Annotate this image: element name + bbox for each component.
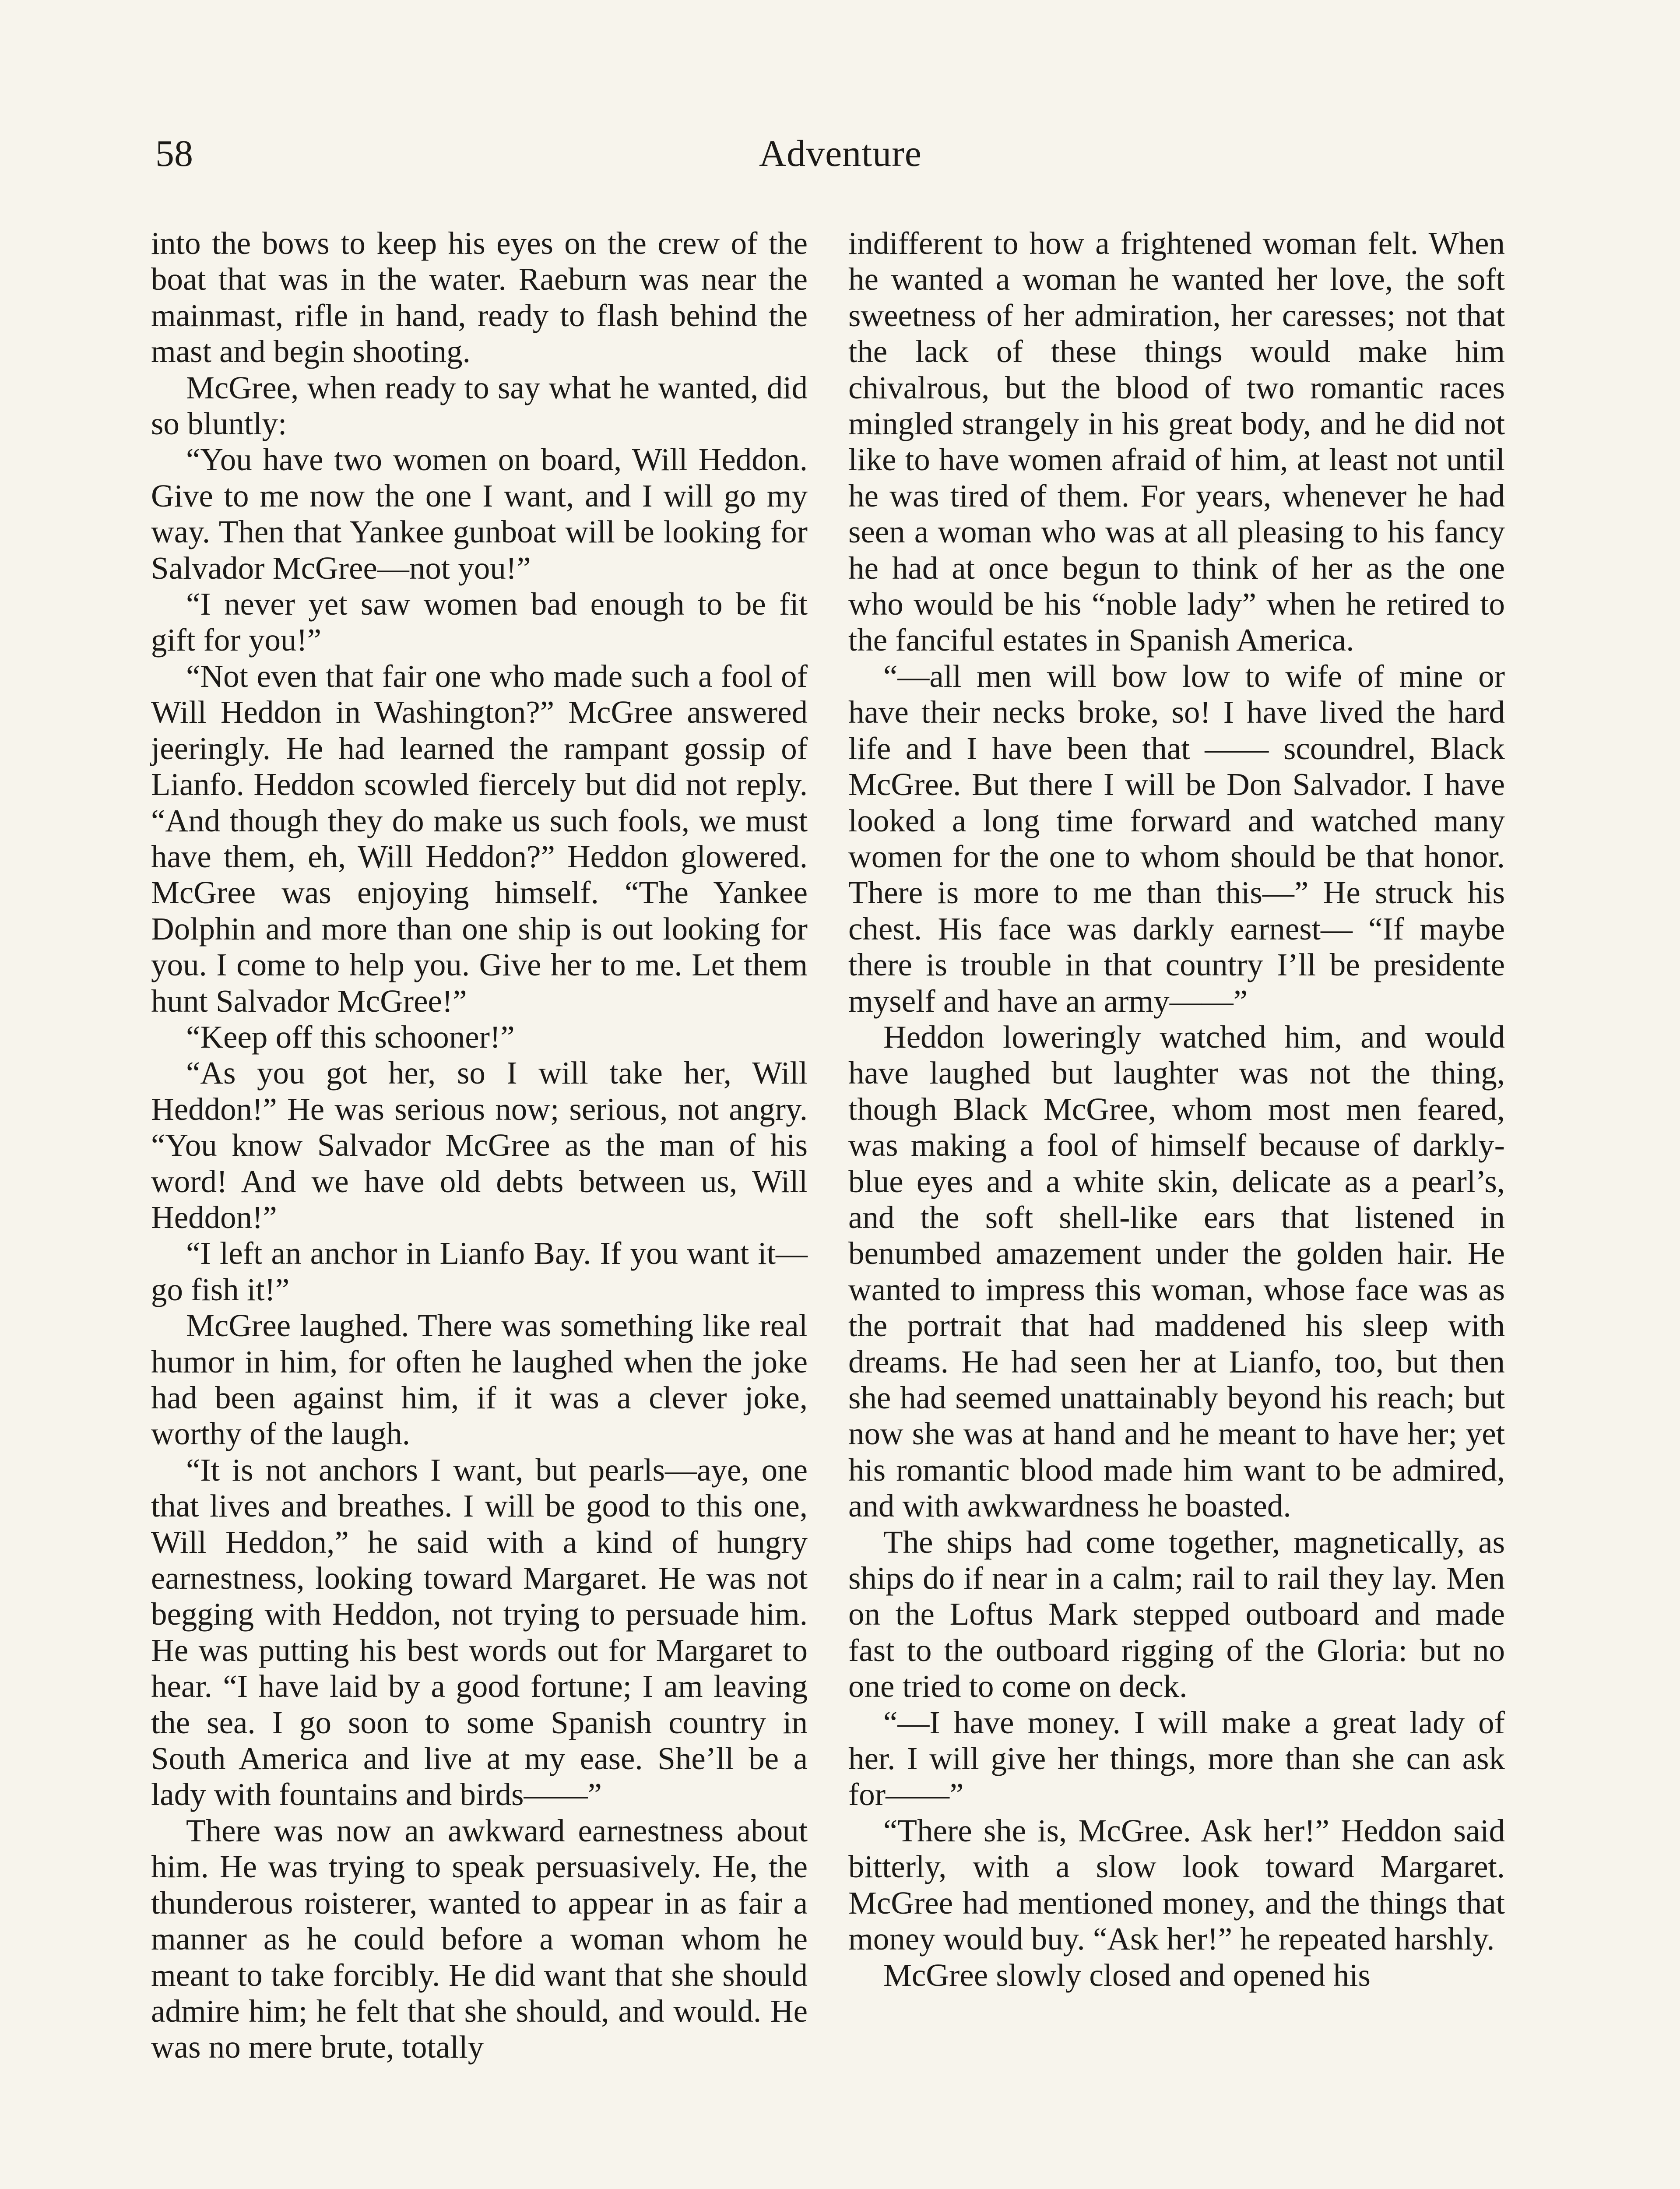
paragraph: “—all men will bow low to wife of mine or have their necks broke, so! I have lived the hard life and I have been that —— scoundrel, Black McGree. But there I will be Don Salvador. I have looked a long time forward and watched many women for the one to whom should be that honor. There is more to me than this—” He struck his chest. His face was darkly earnest— “If maybe there is trouble in that country I’ll be presidente myself and have an army——” [848,658,1505,1019]
left-column [151,225,808,2066]
paragraph: “It is not anchors I want, but pearls—aye, one that lives and breathes. I will be good to this one, Will Heddon,” he said with a kind of hungry earnestness, looking toward Margaret. He was not begging with Heddon, not trying to persuade him. He was putting his best words out for Margaret to hear. “I have laid by a good fortune; I am leaving the sea. I go soon to some Spanish country in South America and live at my ease. She’ll be a lady with fountains and birds——” [151,1452,808,1812]
paragraph: McGree slowly closed and opened his [883,1957,1371,1993]
paragraph: “I never yet saw women bad enough to be fit gift for you!” [151,586,808,658]
paragraph: “I left an anchor in Lianfo Bay. If you want it—go fish it!” [151,1235,808,1307]
paragraph: “You have two women on board, Will Heddon. Give to me now the one I want, and I will go my way. Then that Yankee gunboat will be looking for Salvador McGree—not you!” [151,442,808,586]
paragraph: McGree laughed. There was something like real humor in him, for often he laughed when the joke had been against him, if it was a clever joke, worthy of the laugh. [151,1308,808,1452]
running-title: Adventure [759,132,922,174]
paragraph: “There she is, McGree. Ask her!” Heddon said bitterly, with a slow look toward Margaret. McGree had mentioned money, and the things that money would buy. “Ask her!” he repeated harshly. [848,1812,1505,1957]
paragraph: indifferent to how a frightened woman felt. When he wanted a woman he wanted her love, the soft sweetness of her admiration, her caresses; not that the lack of these things would make him chivalrous, but the blood of two romantic races mingled strangely in his great body, and he did not like to have women afraid of him, at least not until he was tired of them. For years, whenever he had seen a woman who was at all pleasing to his fancy he had at once begun to think of her as the one who would be his “noble lady” when he retired to the fanciful estates in Spanish America. [848,225,1505,658]
right-column [848,225,1505,1993]
paragraph: McGree, when ready to say what he wanted, did so bluntly: [151,370,808,442]
paragraph: into the bows to keep his eyes on the crew of the boat that was in the water. Raeburn was near the mainmast, rifle in hand, ready to flash behind the mast and begin shooting. [151,225,808,370]
paragraph: There was now an awkward earnestness about him. He was trying to speak persuasively. He, the thunderous roisterer, wanted to appear in as fair a manner as he could before a woman whom he meant to take forcibly. He did want that she should admire him; he felt that she should, and would. He was no mere brute, totally [151,1812,808,2065]
paragraph: Heddon loweringly watched him, and would have laughed but laughter was not the thing, though Black McGree, whom most men feared, was making a fool of himself because of darkly-blue eyes and a white skin, delicate as a pearl’s, and the soft shell-like ears that listened in benumbed amazement under the golden hair. He wanted to impress this woman, whose face was as the portrait that had maddened his sleep with dreams. He had seen her at Lianfo, too, but then she had seemed unattainably beyond his reach; but now she was at hand and he meant to have her; yet his romantic blood made him want to be admired, and with awkwardness he boasted. [848,1019,1505,1524]
paragraph: “—I have money. I will make a great lady of her. I will give her things, more than she can ask for——” [848,1704,1505,1812]
paragraph: “Not even that fair one who made such a fool of Will Heddon in Washington?” McGree answered jeeringly. He had learned the rampant gossip of Lianfo. Heddon scowled fiercely but did not reply. “And though they do make us such fools, we must have them, eh, Will Heddon?” Heddon glowered. McGree was enjoying himself. “The Yankee Dolphin and more than one ship is out looking for you. I come to help you. Give her to me. Let them hunt Salvador McGree!” [151,658,808,1019]
paragraph: “Keep off this schooner!” [186,1019,515,1055]
page-number: 58 [155,132,193,174]
paragraph: “As you got her, so I will take her, Will Heddon!” He was serious now; serious, not angry. “You know Salvador McGree as the man of his word! And we have old debts between us, Will Heddon!” [151,1055,808,1235]
page-header [155,131,1525,193]
paragraph: The ships had come together, magnetically, as ships do if near in a calm; rail to rail they lay. Men on the Loftus Mark stepped outboard and made fast to the outboard rigging of the Gloria: but no one tried to come on deck. [848,1524,1505,1704]
